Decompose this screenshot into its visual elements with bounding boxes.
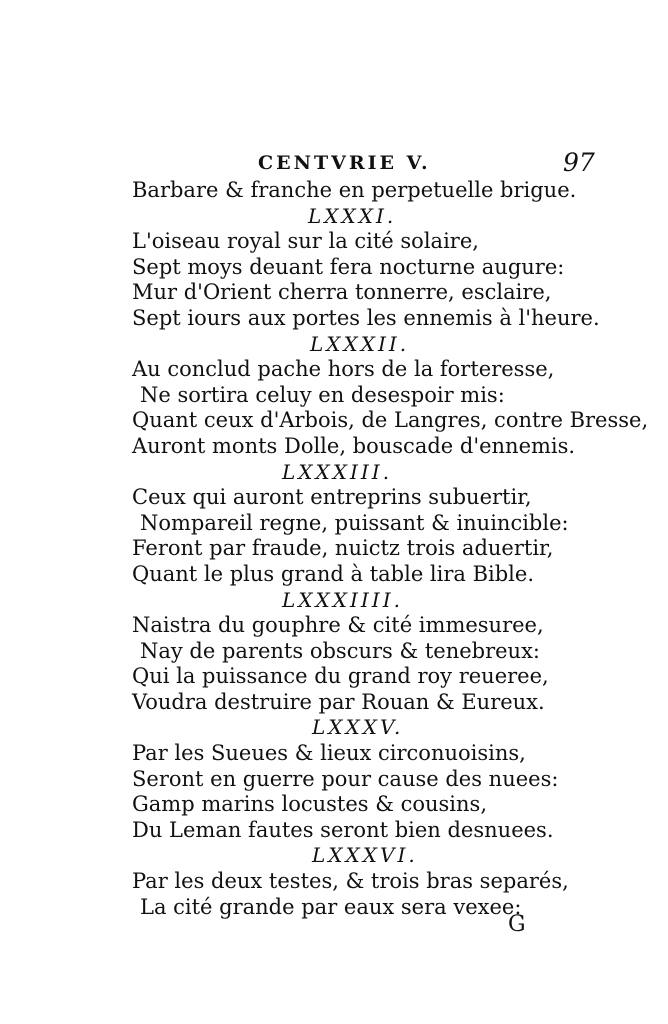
quatrain-number: LXXXII. — [310, 331, 410, 356]
verse-line: Quant le plus grand à table lira Bible. — [132, 561, 534, 586]
verse-line: Nompareil regne, puissant & inuincible: — [140, 510, 569, 535]
verse-line: Gamp marins locustes & cousins, — [132, 792, 488, 817]
verse-line: Auront monts Dolle, bouscade d'ennemis. — [132, 433, 576, 458]
quatrain-number: LXXXI. — [308, 203, 397, 228]
quatrain-text — [132, 178, 649, 920]
verse-line: L'oiseau royal sur la cité solaire, — [132, 229, 479, 254]
verse-line: Sept moys deuant fera nocturne augure: — [132, 254, 565, 279]
verse-line: Nay de parents obscurs & tenebreux: — [140, 638, 541, 663]
verse-line: Par les Sueues & lieux circonuoisins, — [132, 741, 526, 766]
signature-mark: G — [508, 912, 526, 937]
verse-line: Sept iours aux portes les ennemis à l'heure. — [132, 305, 600, 330]
verse-line: Seront en guerre pour cause des nuees: — [132, 766, 559, 791]
verse-line: Mur d'Orient cherra tonnerre, esclaire, — [132, 280, 552, 305]
verse-line: La cité grande par eaux sera vexee: — [140, 894, 522, 919]
verse-line: Qui la puissance du grand roy reueree, — [132, 664, 549, 689]
verse-line: Par les deux testes, & trois bras separés, — [132, 869, 569, 894]
quatrain-number: LXXXIIII. — [282, 587, 403, 612]
quatrain-number: LXXXIII. — [282, 459, 393, 484]
verse-line: Feront par fraude, nuictz trois aduertir, — [132, 536, 554, 561]
verse-line: Naistra du gouphre & cité immesuree, — [132, 613, 544, 638]
verse-line: Ceux qui auront entreprins subuertir, — [132, 485, 532, 510]
quatrain-number: LXXXV. — [312, 715, 404, 740]
running-head: CENTVRIE V. — [258, 152, 431, 174]
verse-line: Au conclud pache hors de la forteresse, — [132, 357, 555, 382]
verse-line: Voudra destruire par Rouan & Eureux. — [132, 689, 545, 714]
verse-line: Du Leman fautes seront bien desnuees. — [132, 817, 554, 842]
verse-line: Ne sortira celuy en desespoir mis: — [140, 382, 505, 407]
verse-line: Quant ceux d'Arbois, de Langres, contre Bresse, — [132, 408, 649, 433]
page-number: 97 — [563, 148, 595, 177]
verse-line: Barbare & franche en perpetuelle brigue. — [132, 178, 577, 202]
quatrain-number: LXXXVI. — [312, 843, 418, 868]
